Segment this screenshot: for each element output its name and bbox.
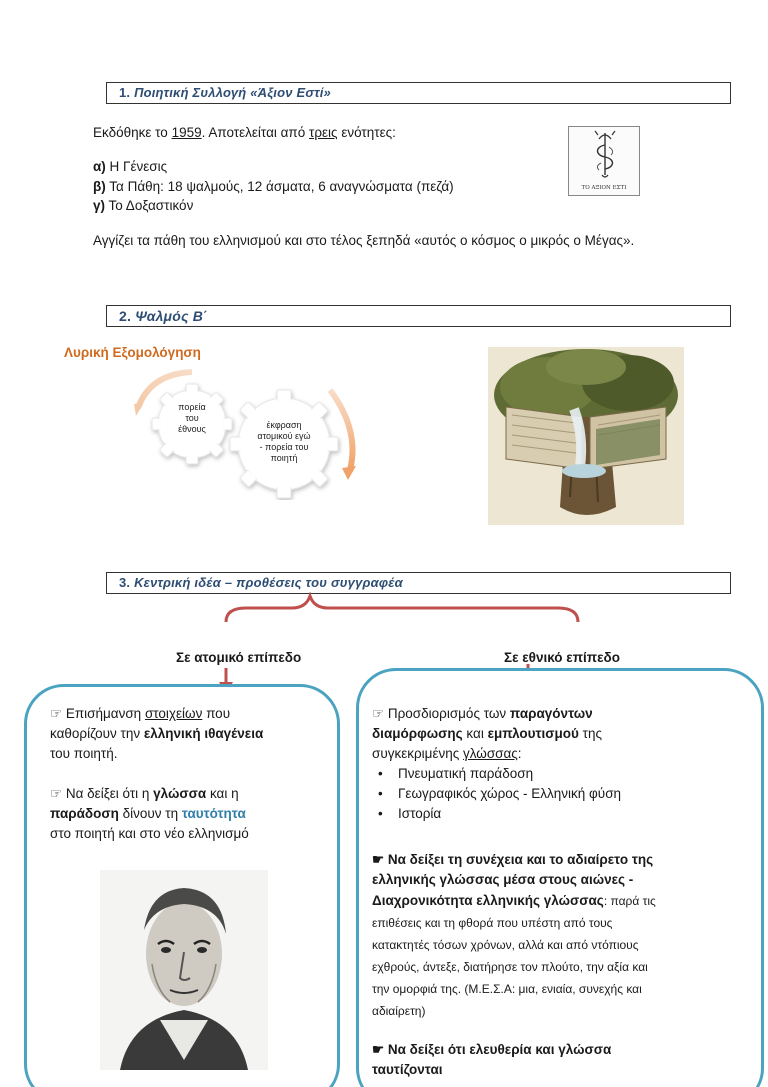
- personal-point-2: [50, 784, 330, 844]
- text: που: [202, 706, 231, 721]
- list-item: • Ιστορία: [372, 804, 752, 824]
- text: ταυτότητα: [181, 806, 246, 821]
- text: : παρά τις: [603, 894, 656, 908]
- gear-label-line: έκφραση: [266, 420, 302, 430]
- text: ελληνικής γλώσσας μέσα στους αιώνες -: [372, 872, 634, 887]
- text: καθορίζουν την: [50, 726, 144, 741]
- section-1-header: [106, 82, 731, 104]
- text: ταυτίζονται: [372, 1062, 443, 1077]
- text: ☞ Επισήμανση: [50, 706, 145, 721]
- summary-line: Αγγίζει τα πάθη του ελληνισμού και στο τέλος ξεπηδά «αυτός ο κόσμος ο μικρός ο Μέγας».: [93, 233, 635, 248]
- gear-label-line: έθνους: [178, 424, 206, 434]
- book-cover-image: [568, 126, 640, 196]
- tree-book-image: [488, 347, 684, 525]
- part-label: γ): [93, 198, 106, 213]
- part-text: Τα Πάθη: 18 ψαλμούς, 12 άσματα, 6 αναγνώσματα (πεζά): [105, 179, 454, 194]
- text: γλώσσας: [462, 746, 518, 761]
- text: κατακτητές τόσων χρόνων, αλλά και από ντόπιους: [372, 938, 639, 952]
- publication-line: [93, 125, 396, 140]
- national-level-title: Σε εθνικό επίπεδο: [504, 650, 620, 665]
- text: ☛ Να δείξει τη συνέχεια και το αδιαίρετο της: [372, 852, 654, 867]
- text: του ποιητή.: [50, 746, 118, 761]
- text: :: [517, 746, 522, 761]
- text: Διαχρονικότητα ελληνικής γλώσσας: [372, 893, 604, 908]
- gear-label-line: πορεία: [178, 402, 206, 412]
- text: διαμόρφωσης: [372, 726, 463, 741]
- section-2-header: [106, 305, 731, 327]
- section-title: Ποιητική Συλλογή «Άξιον Εστί»: [134, 85, 331, 100]
- text: στο ποιητή και στο νέο ελληνισμό: [50, 826, 249, 841]
- year: 1959: [171, 125, 202, 140]
- national-point-3: [372, 1040, 752, 1080]
- section-number: 1.: [119, 85, 131, 100]
- part-label: α): [93, 159, 106, 174]
- cover-emblem-icon: [569, 127, 641, 187]
- personal-level-title: Σε ατομικό επίπεδο: [176, 650, 302, 665]
- text: δίνουν τη: [118, 806, 182, 821]
- text: ☞ Προσδιορισμός των: [372, 706, 510, 721]
- three-word: τρεις: [309, 125, 338, 140]
- text: την ομορφιά της. (Μ.Ε.Σ.Α: μια, ενιαία, συνεχής και: [372, 982, 642, 996]
- cover-caption: ΤΟ ΑΞΙΟΝ ΕΣΤΙ: [581, 185, 627, 191]
- personal-point-1: [50, 704, 330, 764]
- text: της: [578, 726, 602, 741]
- gear-label-line: ατομικού εγώ: [257, 431, 311, 441]
- text: στοιχείων: [144, 706, 203, 721]
- part-item: [93, 159, 167, 174]
- national-point-1: [372, 704, 752, 824]
- section-title: Ψαλμός Β΄: [135, 308, 208, 324]
- cycle-arrow-right: [330, 390, 353, 470]
- text: ☛ Να δείξει ότι ελευθερία και γλώσσα: [372, 1042, 612, 1057]
- part-label: β): [93, 179, 106, 194]
- text: παράδοση: [50, 806, 119, 821]
- factor-list: [372, 764, 752, 824]
- gear-diagram: [120, 360, 380, 500]
- section-number: 3.: [119, 575, 131, 590]
- part-text: Η Γένεσις: [105, 159, 168, 174]
- national-point-2: [372, 850, 752, 1022]
- part-item: [93, 179, 454, 194]
- list-item: • Πνευματική παράδοση: [372, 764, 752, 784]
- gear-label-line: ποιητή: [270, 453, 298, 463]
- gear-label-poet: [246, 420, 322, 464]
- text: ενότητες:: [337, 125, 396, 140]
- text: Εκδόθηκε το: [93, 125, 172, 140]
- section-3-header: [106, 572, 731, 594]
- text: και: [462, 726, 488, 741]
- poet-portrait-image: [100, 870, 268, 1070]
- list-item: • Γεωγραφικός χώρος - Ελληνική φύση: [372, 784, 752, 804]
- text: και η: [206, 786, 239, 801]
- gear-label-line: - πορεία του: [259, 442, 309, 452]
- gear-label-nation: [166, 402, 218, 435]
- text: ☞ Να δείξει ότι η: [50, 786, 154, 801]
- text: εχθρούς, άντεξε, διατήρησε τον πλούτο, την αξία και: [372, 960, 648, 974]
- text: παραγόντων: [509, 706, 593, 721]
- section-title: Κεντρική ιδέα – προθέσεις του συγγραφέα: [134, 575, 403, 590]
- text: συγκεκριμένης: [372, 746, 463, 761]
- part-item: [93, 198, 193, 213]
- text: επιθέσεις και τη φθορά που υπέστη από τους: [372, 916, 613, 930]
- section-number: 2.: [119, 308, 132, 324]
- gear-label-line: του: [185, 413, 199, 423]
- text: αδιαίρετη): [372, 1004, 426, 1018]
- text: εμπλουτισμού: [487, 726, 579, 741]
- part-text: Το Δοξαστικόν: [105, 198, 194, 213]
- text: . Αποτελείται από: [201, 125, 310, 140]
- lyric-confession-title: Λυρική Εξομολόγηση: [64, 345, 201, 360]
- text: γλώσσα: [153, 786, 207, 801]
- text: ελληνική ιθαγένεια: [143, 726, 264, 741]
